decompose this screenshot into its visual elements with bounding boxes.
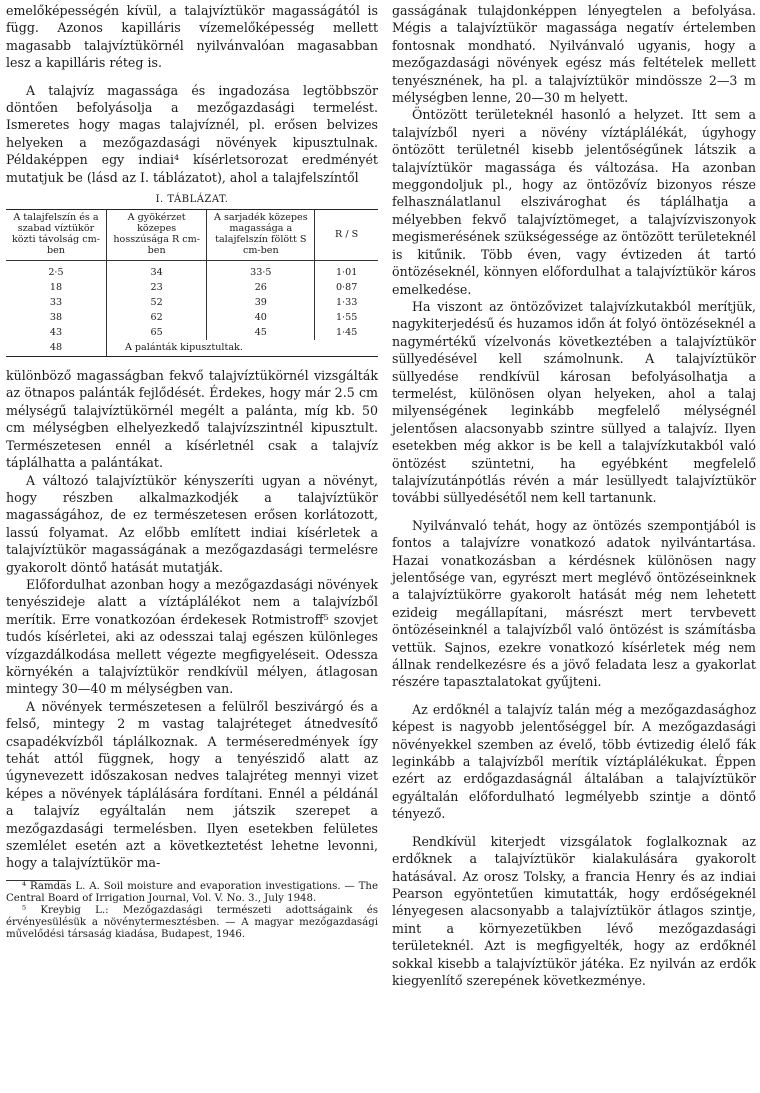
column-header: A gyökérzet közepes hosszúsága R cm-ben (106, 210, 206, 261)
table-note: A palánták kipusztultak. (106, 340, 378, 357)
table-row (6, 325, 378, 340)
paragraph: Ha viszont az öntözővizet talajvízkutakból merítjük, nagykiterjedésű és huzamos időn át folyó öntözéseknél a nagymértékű vízelvonás következtében a talajvíztükör süllyedésével kell számolnunk. A talajvíztükör süllyedése rendkívül károsan befolyásolhatja a termelést, különösen olyan helyeken, ahol a talaj milyenségének leginkább megfelelő mélységnél jelentősen alacsonyabb szintre süllyed a talajvíz. Ilyen esetekben még akkor is be kell a talajvízkutakból való öntözést szüntetni, ha egyébként megfelelő talajvízutánpótlás révén a már lesüllyedt talajvíztükör további süllyedésétől nem kell tartanunk. (392, 298, 756, 506)
column-header: R / S (315, 210, 378, 261)
table-cell: 45 (207, 325, 315, 340)
table-cell: 1·55 (315, 310, 378, 325)
paragraph: Rendkívül kiterjedt vizsgálatok foglalkoznak az erdőknek a talajvíztükör kialakulására gyakorolt hatásával. Az orosz Tolsky, a francia Henry és az indiai Pearson egyöntetűen kimutatták, hogy erdőségeknél lényegesen alacsonyabb a talajvíztükör átlagos szintje, mint a környezetükben lévő mezőgazdasági területeknél. Azt is megfigyelték, hogy az erdőknél sokkal kisebb a talajvíztükör játéka. Ez nyilván az erdők kiegyenlítő szerepének következménye. (392, 833, 756, 988)
table-cell: 40 (207, 310, 315, 325)
right-column (392, 2, 756, 989)
paragraph: Előfordulhat azonban hogy a mezőgazdasági növények tenyészideje alatt a víztáplálékot nem a talajvízből merítik. Erre vonatkozóan érdekesek Rotmistroff⁵ szovjet tudós kísérletei, aki az odesszai talaj egészen különleges vízgazdálkodása mellett végezte megfigyeléseit. Odessza környékén a talajvíztükör rendkívül mélyen, átlagosan mintegy 30—40 m mélységben van. (6, 576, 378, 697)
table-cell: 18 (49, 282, 63, 294)
column-header: A talajfelszín és a szabad víztükör közti távolság cm-ben (6, 210, 106, 261)
column-header: A sarjadék közepes magassága a talajfelszín fölött S cm-ben (207, 210, 315, 261)
table-cell: 1·45 (315, 325, 378, 340)
table-cell: 26 (207, 280, 315, 295)
table-cell: 0·87 (315, 280, 378, 295)
table-row (6, 295, 378, 310)
table-cell: 1·33 (315, 295, 378, 310)
table-cell: 48 (6, 340, 106, 357)
paragraph: Az erdőknél a talajvíz talán még a mezőgazdasághoz képest is nagyobb jelentőséggel bír. A mezőgazdasági növényekkel szemben az évelő, több évtizedig élelő fák leginkább a talajvízből merítik víztáplálékukat. Éppen ezért az erdőgazdaságnál általában a talajvíztükör egyáltalán előfordulható legmélyebb szintje a döntő tényező. (392, 701, 756, 822)
table-cell: 43 (49, 327, 63, 339)
table-cell: 38 (49, 312, 63, 324)
paragraph: Öntözött területeknél hasonló a helyzet. Itt sem a talajvízből nyeri a növény víztáplálékát, úgyhogy öntözött területnél kisebb jelentőségűnek látszik a talajvíztükör magassága és változása. Ha azonban meggondoljuk pl., hogy az öntözővíz bizonyos része felhasználatlanul elszivároghat és táplálhatja a mélyebben fekvő talajvíztömeget, a talajvízviszonyok megismerésének szükségessége az öntözött területeknél is kitűnik. Több éven, vagy évtizeden át tartó öntözéseknél, könnyen előfordulhat a talajvíztükör káros emelkedése. (392, 107, 756, 297)
table-row (6, 310, 378, 325)
table-cell: 62 (106, 310, 206, 325)
table-row (6, 261, 378, 281)
footnote: ⁴ Ramdas L. A. Soil moisture and evaporation investigations. — The Central Board of Irrigation Journal, Vol. V. No. 3., July 1948. (6, 880, 378, 904)
table-cell: 34 (106, 261, 206, 281)
table-row (6, 340, 378, 357)
paragraph: Nyilvánvaló tehát, hogy az öntözés szempontjából is fontos a talajvízre vonatkozó adatok nyilvántartása. Hazai vonatkozásban a kérdésnek különösen nagy jelentősége van, egyrészt mert meglévő öntözéseinknek a talajvíztükörre gyakorolt hatását még nem lehetett ezideig megállapítani, másrészt mert tervbevett öntözéseinknél a talajvízből való öntözést is számításba vettük. Sajnos, ezekre vonatkozó kísérletek még nem állnak rendelkezésre és a jövő feladata lesz a gyakorlat részére tapasztalatokat gyűjteni. (392, 517, 756, 690)
footnote: ⁵ Kreybig L.: Mezőgazdasági természeti adottságaink és érvényesülésük a növénytermesztésben. — A magyar mezőgazdasági művelődési társaság kiadása, Budapest, 1946. (6, 904, 378, 940)
paragraph: A változó talajvíztükör kényszeríti ugyan a növényt, hogy részben alkalmazkodjék a talajvíztükör magasságához, de ez természetesen erősen korlátozott, lassú folyamat. Az előbb említett indiai kísérletek a talajvíztükör magasságának a mezőgazdasági termelésre gyakorolt döntő hatását mutatják. (6, 472, 378, 575)
table-cell: 39 (207, 295, 315, 310)
left-column (6, 2, 378, 941)
table-cell: 52 (106, 295, 206, 310)
table-cell: 23 (106, 280, 206, 295)
footnotes (6, 881, 378, 941)
paragraph: A talajvíz magassága és ingadozása legtöbbször döntően befolyásolja a mezőgazdasági termelést. Ismeretes hogy magas talajvíznél, pl. erősen belvizes helyeken a mezőgazdasági növények kipusztulnak. Példaképpen egy indiai⁴ kísérletsorozat eredményét mutatjuk be (lásd az I. táblázatot), ahol a talajfelszíntől (6, 82, 378, 185)
table-cell: 33 (49, 297, 63, 309)
paragraph: különböző magasságban fekvő talajvíztükörnél vizsgálták az ötnapos palánták fejlődését. Érdekes, hogy már 2.5 cm mélységű talajvíztükörnél megélt a palánta, míg kb. 50 cm mélységben elhelyezkedő talajvízszintnél kipusztult. Természetesen ennél a kísérletnél csak a talajvíz táplálhatta a palántákat. (6, 368, 378, 471)
table-cell: 2·5 (48, 267, 64, 279)
table-title: I. TÁBLÁZAT. (155, 194, 229, 206)
table-cell: 65 (106, 325, 206, 340)
table-cell: 33·5 (207, 261, 315, 281)
paragraph: gasságának tulajdonképpen lényegtelen a befolyása. Mégis a talajvíztükör magassága negatív értelemben fontosnak mondható. Nyilvánvaló ugyanis, hogy a mezőgazdasági növények egész más feltételek mellett tenyésznének, ha pl. a talajvíztükör mindössze 2—3 m mélységben lenne, 20—30 m helyett. (392, 3, 756, 106)
paragraph: A növények természetesen a felülről beszivárgó és a felső, mintegy 2 m vastag talajréteget átnedvesítő csapadékvízből táplálkoznak. A terméseredmények így tehát attól függnek, hogy a tenyészidő alatt az úgynevezett időszakosan nedves talajréteg mennyi vizet képes a növények táplálására fordítani. Ennél a példánál a talajvíz egyáltalán nem játszik szerepet a mezőgazdasági termelésben. Ilyen esetekben felületes szemlélet esetén azt a következtetést lehetne levonni, hogy a talajvíztükör ma- (6, 698, 378, 871)
table-row (6, 280, 378, 295)
data-table (6, 209, 378, 357)
paragraph: emelőképességén kívül, a talajvíztükör magasságától is függ. Azonos kapilláris vízemelőképesség mellett magasabb talajvíztükörnél nyilvánvalóan magasabban lesz a kapilláris réteg is. (6, 3, 378, 71)
table-cell: 1·01 (315, 261, 378, 281)
